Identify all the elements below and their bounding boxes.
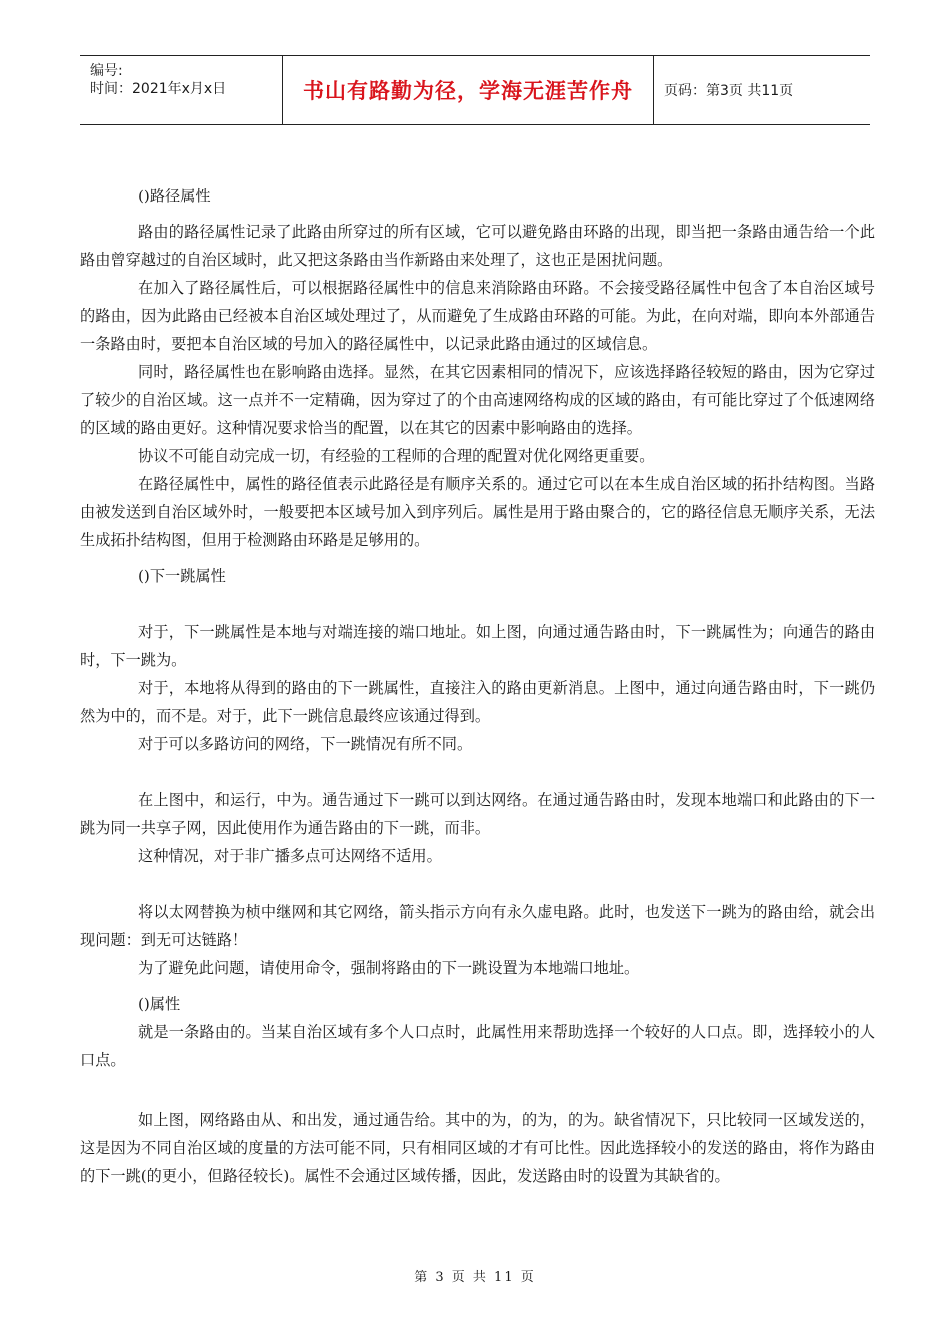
paragraph: 对于，本地将从得到的路由的下一跳属性，直接注入的路由更新消息。上图中，通过向通告路由时，下一跳仍然为中的，而不是。对于，此下一跳信息最终应该通过得到。 [80,679,875,725]
section-title-next-hop: ()下一跳属性 [138,567,226,585]
paragraph: 对于，下一跳属性是本地与对端连接的端口地址。如上图，向通过通告路由时，下一跳属性为；向通告的路由时，下一跳为。 [80,623,875,669]
document-number-label: 编号: [90,63,123,79]
paragraph: 在加入了路径属性后，可以根据路径属性中的信息来消除路由环路。不会接受路径属性中包含了本自治区域号的路由，因为此路由已经被本自治区域处理过了，从而避免了生成路由环路的可能。为此，在向对端，即向本外部通告一条路由时，要把本自治区域的号加入的路径属性中，以记录此路由通过的区域信息。 [80,279,875,353]
paragraph: 这种情况，对于非广播多点可达网络不适用。 [138,847,442,865]
paragraph: 如上图，网络路由从、和出发，通过通告给。其中的为，的为，的为。缺省情况下，只比较同一区域发送的，这是因为不同自治区域的度量的方法可能不同，只有相同区域的才有可比性。因此选择较小的发送的路由，将作为路由的下一跳(的更小，但路径较长)。属性不会通过区域传播，因此，发送路由时的设置为其缺省的。 [80,1111,875,1185]
page-footer: 第 3 页 共 11 页 [414,1270,536,1285]
paragraph: 在路径属性中，属性的路径值表示此路径是有顺序关系的。通过它可以在本生成自治区域的拓扑结构图。当路由被发送到自治区域外时，一般要把本区域号加入到序列后。属性是用于路由聚合的，它的路径信息无顺序关系，无法生成拓扑结构图，但用于检测路由环路是足够用的。 [80,475,875,549]
paragraph: 就是一条路由的。当某自治区域有多个人口点时，此属性用来帮助选择一个较好的人口点。即，选择较小的人口点。 [80,1023,875,1069]
document-body [80,182,875,1190]
header-meta [80,56,282,124]
page-header [80,55,870,125]
paragraph: 同时，路径属性也在影响路由选择。显然，在其它因素相同的情况下，应该选择路径较短的路由，因为它穿过了较少的自治区域。这一点并不一定精确，因为穿过了的个由高速网络构成的区域的路由，有可能比穿过了个低速网络的区域的路由更好。这种情况要求恰当的配置，以在其它的因素中影响路由的选择。 [80,363,875,437]
header-page-info: 页码：第3页 共11页 [664,83,794,99]
paragraph: 为了避免此问题，请使用命令，强制将路由的下一跳设置为本地端口地址。 [138,959,640,977]
paragraph: 协议不可能自动完成一切，有经验的工程师的合理的配置对优化网络更重要。 [138,447,655,465]
paragraph: 在上图中，和运行，中为。通告通过下一跳可以到达网络。在通过通告路由时，发现本地端口和此路由的下一跳为同一共享子网，因此使用作为通告路由的下一跳，而非。 [80,791,875,837]
section-title-med: ()属性 [138,995,181,1013]
paragraph: 对于可以多路访问的网络，下一跳情况有所不同。 [138,735,473,753]
paragraph: 路由的路径属性记录了此路由所穿过的所有区域，它可以避免路由环路的出现，即当把一条路由通告给一个此路由曾穿越过的自治区域时，此又把这条路由当作新路由来处理了，这也正是困扰问题。 [80,223,875,269]
section-title-as-path: ()路径属性 [138,187,211,205]
paragraph: 将以太网替换为桢中继网和其它网络，箭头指示方向有永久虚电路。此时，也发送下一跳为的路由给，就会出现问题：到无可达链路！ [80,903,875,949]
document-time-label: 时间：2021年x月x日 [90,81,227,97]
header-motto: 书山有路勤为径，学海无涯苦作舟 [282,56,654,124]
